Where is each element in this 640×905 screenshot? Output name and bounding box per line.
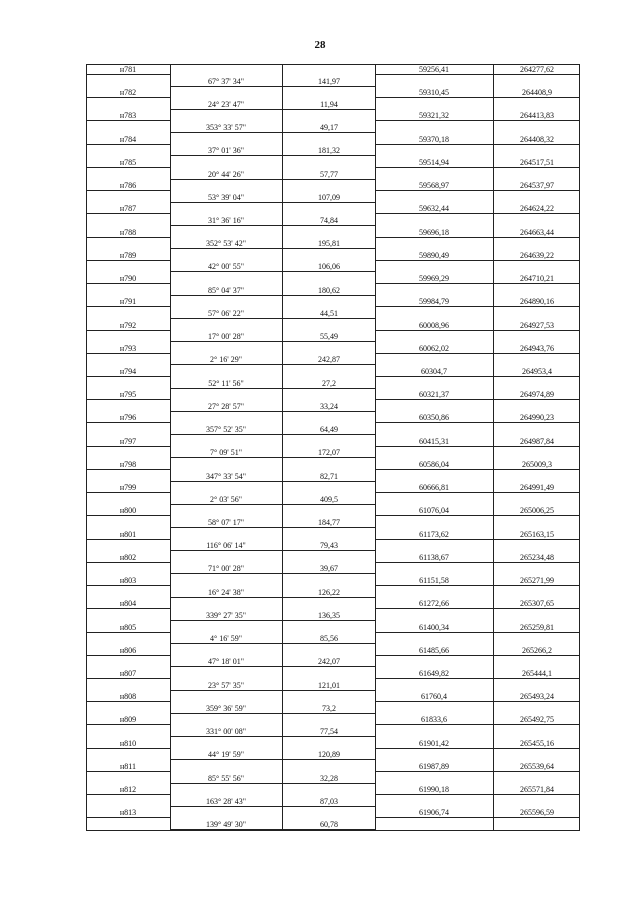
point-name: н812 <box>119 785 137 795</box>
point-x: 61906,74 <box>419 808 449 818</box>
point-row-rule <box>375 515 580 516</box>
point-row-rule <box>375 562 580 563</box>
point-row-rule <box>375 446 580 447</box>
point-name: н785 <box>119 157 137 167</box>
point-y: 264537,97 <box>520 181 554 191</box>
point-y: 265307,65 <box>520 599 554 609</box>
point-x: 59984,79 <box>419 297 449 307</box>
point-row-rule <box>375 748 580 749</box>
point-x: 61076,04 <box>419 506 449 516</box>
segment-row-rule <box>170 783 375 784</box>
point-x: 60586,04 <box>419 459 449 469</box>
page-number: 28 <box>314 39 326 51</box>
segment-length: 107,09 <box>318 192 340 202</box>
segment-length: 242,07 <box>318 657 340 667</box>
point-row-rule <box>86 213 170 214</box>
segment-row-rule <box>170 179 375 180</box>
point-row-rule <box>86 794 170 795</box>
segment-angle: 20° 44' 26" <box>208 169 244 179</box>
point-y: 265539,64 <box>520 761 554 771</box>
point-row-rule <box>86 562 170 563</box>
point-y: 264927,53 <box>520 320 554 330</box>
segment-angle: 7° 09' 51" <box>210 448 242 458</box>
point-row-rule <box>86 817 170 818</box>
point-name: н808 <box>119 692 137 702</box>
point-row-rule <box>375 492 580 493</box>
point-row-rule <box>86 74 170 75</box>
point-y: 264943,76 <box>520 343 554 353</box>
point-row-rule <box>86 469 170 470</box>
segment-angle: 57° 06' 22" <box>208 308 244 318</box>
point-x: 59310,45 <box>419 88 449 98</box>
point-row-rule <box>86 748 170 749</box>
point-y: 265596,59 <box>520 808 554 818</box>
point-row-rule <box>375 306 580 307</box>
segment-length: 27,2 <box>322 378 336 388</box>
point-row-rule <box>86 655 170 656</box>
segment-row-rule <box>170 364 375 365</box>
point-name: н786 <box>119 181 137 191</box>
segment-length: 136,35 <box>318 610 340 620</box>
point-row-rule <box>86 190 170 191</box>
segment-length: 39,67 <box>320 564 338 574</box>
point-row-rule <box>375 120 580 121</box>
segment-row-rule <box>170 573 375 574</box>
point-x: 59890,49 <box>419 250 449 260</box>
segment-length: 57,77 <box>320 169 338 179</box>
point-row-rule <box>375 422 580 423</box>
point-row-rule <box>375 539 580 540</box>
point-x: 59568,97 <box>419 181 449 191</box>
segment-length: 64,49 <box>320 425 338 435</box>
segment-length: 180,62 <box>318 285 340 295</box>
point-row-rule <box>86 446 170 447</box>
segment-length: 120,89 <box>318 750 340 760</box>
point-name: н799 <box>119 483 137 493</box>
segment-length: 126,22 <box>318 587 340 597</box>
segment-row-rule <box>170 806 375 807</box>
point-name: н783 <box>119 111 137 121</box>
point-name: н781 <box>119 65 137 74</box>
segment-angle: 31° 36' 16" <box>208 215 244 225</box>
segment-length: 82,71 <box>320 471 338 481</box>
point-y: 264890,16 <box>520 297 554 307</box>
segment-angle: 24° 23' 47" <box>208 99 244 109</box>
point-x: 61272,66 <box>419 599 449 609</box>
segment-angle: 359° 36' 59" <box>206 703 246 713</box>
point-x: 60350,86 <box>419 413 449 423</box>
point-y: 264413,83 <box>520 111 554 121</box>
point-x: 61400,34 <box>419 622 449 632</box>
point-x: 60008,96 <box>419 320 449 330</box>
segment-row-rule <box>170 736 375 737</box>
point-x: 60415,31 <box>419 436 449 446</box>
point-name: н800 <box>119 506 137 516</box>
segment-length: 55,49 <box>320 332 338 342</box>
point-x: 61833,6 <box>421 715 447 725</box>
point-row-rule <box>86 724 170 725</box>
point-row-rule <box>375 190 580 191</box>
point-x: 60304,7 <box>421 366 447 376</box>
point-row-rule <box>86 120 170 121</box>
segment-angle: 67° 37' 34" <box>208 76 244 86</box>
point-row-rule <box>86 283 170 284</box>
point-name: н803 <box>119 576 137 586</box>
segment-length: 60,78 <box>320 819 338 829</box>
point-x: 59321,32 <box>419 111 449 121</box>
point-row-rule <box>86 515 170 516</box>
point-name: н806 <box>119 645 137 655</box>
segment-row-rule <box>170 643 375 644</box>
segment-angle: 42° 00' 55" <box>208 262 244 272</box>
point-row-rule <box>375 74 580 75</box>
point-x: 59370,18 <box>419 134 449 144</box>
segment-angle: 37° 01' 36" <box>208 146 244 156</box>
segment-row-rule <box>170 318 375 319</box>
point-x: 60062,02 <box>419 343 449 353</box>
segment-row-rule <box>170 202 375 203</box>
point-name: н804 <box>119 599 137 609</box>
segment-row-rule <box>170 271 375 272</box>
segment-angle: 4° 16' 59" <box>210 634 242 644</box>
segment-angle: 71° 00' 28" <box>208 564 244 574</box>
point-name: н796 <box>119 413 137 423</box>
segment-length: 74,84 <box>320 215 338 225</box>
segment-length: 79,43 <box>320 541 338 551</box>
point-name: н797 <box>119 436 137 446</box>
point-name: н788 <box>119 227 137 237</box>
segment-angle: 85° 04' 37" <box>208 285 244 295</box>
point-x: 61901,42 <box>419 738 449 748</box>
point-x: 61990,18 <box>419 785 449 795</box>
segment-angle: 339° 27' 35" <box>206 610 246 620</box>
point-row-rule <box>86 422 170 423</box>
point-row-rule <box>86 632 170 633</box>
segment-angle: 52° 11' 56" <box>208 378 244 388</box>
point-row-rule <box>86 399 170 400</box>
segment-length: 33,24 <box>320 401 338 411</box>
point-name: н810 <box>119 738 137 748</box>
segment-angle: 16° 24' 38" <box>208 587 244 597</box>
segment-row-rule <box>170 248 375 249</box>
point-name: н789 <box>119 250 137 260</box>
point-x: 59632,44 <box>419 204 449 214</box>
segment-length: 172,07 <box>318 448 340 458</box>
segment-row-rule <box>170 132 375 133</box>
point-row-rule <box>86 330 170 331</box>
column-border <box>86 64 87 831</box>
point-y: 264991,49 <box>520 483 554 493</box>
segment-angle: 44° 19' 59" <box>208 750 244 760</box>
point-y: 265493,24 <box>520 692 554 702</box>
point-y: 265009,3 <box>522 459 552 469</box>
segment-row-rule <box>170 620 375 621</box>
point-row-rule <box>375 608 580 609</box>
point-name: н782 <box>119 88 137 98</box>
segment-length: 106,06 <box>318 262 340 272</box>
segment-angle: 357° 52' 35" <box>206 425 246 435</box>
point-row-rule <box>375 701 580 702</box>
point-row-rule <box>86 306 170 307</box>
point-row-rule <box>375 97 580 98</box>
segment-angle: 163° 28' 43" <box>206 796 246 806</box>
point-row-rule <box>375 632 580 633</box>
segment-length: 181,32 <box>318 146 340 156</box>
point-row-rule <box>375 399 580 400</box>
segment-length: 409,5 <box>320 494 338 504</box>
point-y: 264517,51 <box>520 157 554 167</box>
column-border <box>375 64 376 831</box>
point-name: н811 <box>120 761 136 771</box>
point-name: н802 <box>119 552 137 562</box>
point-name: н801 <box>119 529 137 539</box>
point-x: 59256,41 <box>419 65 449 74</box>
segment-length: 49,17 <box>320 123 338 133</box>
point-y: 265492,75 <box>520 715 554 725</box>
segment-row-rule <box>170 86 375 87</box>
point-name: н795 <box>119 390 137 400</box>
point-y: 264663,44 <box>520 227 554 237</box>
point-y: 265259,81 <box>520 622 554 632</box>
point-name: н813 <box>119 808 137 818</box>
point-name: н790 <box>119 274 137 284</box>
point-y: 265271,99 <box>520 576 554 586</box>
point-x: 61760,4 <box>421 692 447 702</box>
point-row-rule <box>375 283 580 284</box>
point-row-rule <box>86 678 170 679</box>
segment-row-rule <box>170 504 375 505</box>
segment-length: 87,03 <box>320 796 338 806</box>
point-name: н793 <box>119 343 137 353</box>
segment-row-rule <box>170 550 375 551</box>
point-y: 265455,16 <box>520 738 554 748</box>
point-row-rule <box>375 817 580 818</box>
point-y: 264639,22 <box>520 250 554 260</box>
segment-angle: 17° 00' 28" <box>208 332 244 342</box>
point-name: н794 <box>119 366 137 376</box>
point-x: 61173,62 <box>419 529 449 539</box>
segment-row-rule <box>170 295 375 296</box>
point-row-rule <box>86 260 170 261</box>
point-y: 264974,89 <box>520 390 554 400</box>
column-border <box>493 64 494 831</box>
segment-row-rule <box>170 341 375 342</box>
segment-length: 141,97 <box>318 76 340 86</box>
point-row-rule <box>375 330 580 331</box>
segment-row-rule <box>170 109 375 110</box>
point-y: 265444,1 <box>522 668 552 678</box>
point-x: 61649,82 <box>419 668 449 678</box>
point-row-rule <box>375 237 580 238</box>
point-x: 59696,18 <box>419 227 449 237</box>
point-row-rule <box>86 539 170 540</box>
point-row-rule <box>86 376 170 377</box>
segment-angle: 139° 49' 30" <box>206 819 246 829</box>
segment-length: 242,87 <box>318 355 340 365</box>
segment-row-rule <box>170 388 375 389</box>
point-row-rule <box>375 376 580 377</box>
point-x: 61151,58 <box>419 576 449 586</box>
segment-row-rule <box>170 434 375 435</box>
point-row-rule <box>86 608 170 609</box>
point-row-rule <box>86 97 170 98</box>
point-y: 264953,4 <box>522 366 552 376</box>
segment-angle: 353° 33' 57" <box>206 123 246 133</box>
segment-angle: 27° 28' 57" <box>208 401 244 411</box>
segment-row-rule <box>170 481 375 482</box>
point-row-rule <box>375 771 580 772</box>
point-name: н805 <box>119 622 137 632</box>
point-name: н792 <box>119 320 137 330</box>
point-row-rule <box>375 678 580 679</box>
point-name: н787 <box>119 204 137 214</box>
point-row-rule <box>86 144 170 145</box>
point-x: 59969,29 <box>419 274 449 284</box>
segment-row-rule <box>170 457 375 458</box>
segment-angle: 116° 06' 14" <box>206 541 246 551</box>
table-bottom-border <box>86 830 580 831</box>
point-row-rule <box>375 794 580 795</box>
point-row-rule <box>375 213 580 214</box>
point-y: 265006,25 <box>520 506 554 516</box>
point-y: 264990,23 <box>520 413 554 423</box>
segment-angle: 53° 39' 04" <box>208 192 244 202</box>
point-x: 61987,89 <box>419 761 449 771</box>
point-name: н798 <box>119 459 137 469</box>
point-name: н807 <box>119 668 137 678</box>
point-row-rule <box>375 167 580 168</box>
point-row-rule <box>375 724 580 725</box>
segment-angle: 352° 53' 42" <box>206 239 246 249</box>
segment-angle: 2° 16' 29" <box>210 355 242 365</box>
segment-row-rule <box>170 411 375 412</box>
point-row-rule <box>86 771 170 772</box>
segment-angle: 347° 33' 54" <box>206 471 246 481</box>
point-row-rule <box>375 144 580 145</box>
column-border <box>579 64 580 831</box>
segment-row-rule <box>170 527 375 528</box>
segment-row-rule <box>170 155 375 156</box>
coordinates-table <box>86 64 580 831</box>
segment-angle: 58° 07' 17" <box>208 517 244 527</box>
point-row-rule <box>375 655 580 656</box>
segment-length: 77,54 <box>320 727 338 737</box>
point-y: 265234,48 <box>520 552 554 562</box>
segment-row-rule <box>170 597 375 598</box>
segment-row-rule <box>170 690 375 691</box>
point-x: 60666,81 <box>419 483 449 493</box>
segment-angle: 47° 18' 01" <box>208 657 244 667</box>
segment-angle: 23° 57' 35" <box>208 680 244 690</box>
segment-length: 11,94 <box>320 99 338 109</box>
segment-angle: 331° 00' 08" <box>206 727 246 737</box>
point-row-rule <box>375 260 580 261</box>
segment-angle: 2° 03' 56" <box>210 494 242 504</box>
point-row-rule <box>86 585 170 586</box>
point-x: 60321,37 <box>419 390 449 400</box>
segment-angle: 85° 55' 56" <box>208 773 244 783</box>
segment-row-rule <box>170 759 375 760</box>
point-row-rule <box>375 585 580 586</box>
point-y: 265266,2 <box>522 645 552 655</box>
point-row-rule <box>86 701 170 702</box>
segment-length: 184,77 <box>318 517 340 527</box>
point-name: н784 <box>119 134 137 144</box>
point-row-rule <box>375 469 580 470</box>
point-y: 264987,84 <box>520 436 554 446</box>
point-row-rule <box>86 492 170 493</box>
point-x: 61138,67 <box>419 552 449 562</box>
segment-length: 85,56 <box>320 634 338 644</box>
point-name: н791 <box>119 297 137 307</box>
segment-length: 32,28 <box>320 773 338 783</box>
point-y: 264408,32 <box>520 134 554 144</box>
segment-row-rule <box>170 713 375 714</box>
point-row-rule <box>375 353 580 354</box>
point-name: н809 <box>119 715 137 725</box>
point-x: 61485,66 <box>419 645 449 655</box>
point-y: 265163,15 <box>520 529 554 539</box>
segment-length: 195,81 <box>318 239 340 249</box>
point-row-rule <box>86 353 170 354</box>
point-y: 265571,84 <box>520 785 554 795</box>
segment-row-rule <box>170 225 375 226</box>
segment-length: 121,01 <box>318 680 340 690</box>
segment-row-rule <box>170 666 375 667</box>
point-y: 264710,21 <box>520 274 554 284</box>
segment-length: 73,2 <box>322 703 336 713</box>
point-x: 59514,94 <box>419 157 449 167</box>
point-row-rule <box>86 237 170 238</box>
point-y: 264408,9 <box>522 88 552 98</box>
point-row-rule <box>86 167 170 168</box>
point-y: 264624,22 <box>520 204 554 214</box>
segment-length: 44,51 <box>320 308 338 318</box>
point-y: 264277,62 <box>520 65 554 74</box>
